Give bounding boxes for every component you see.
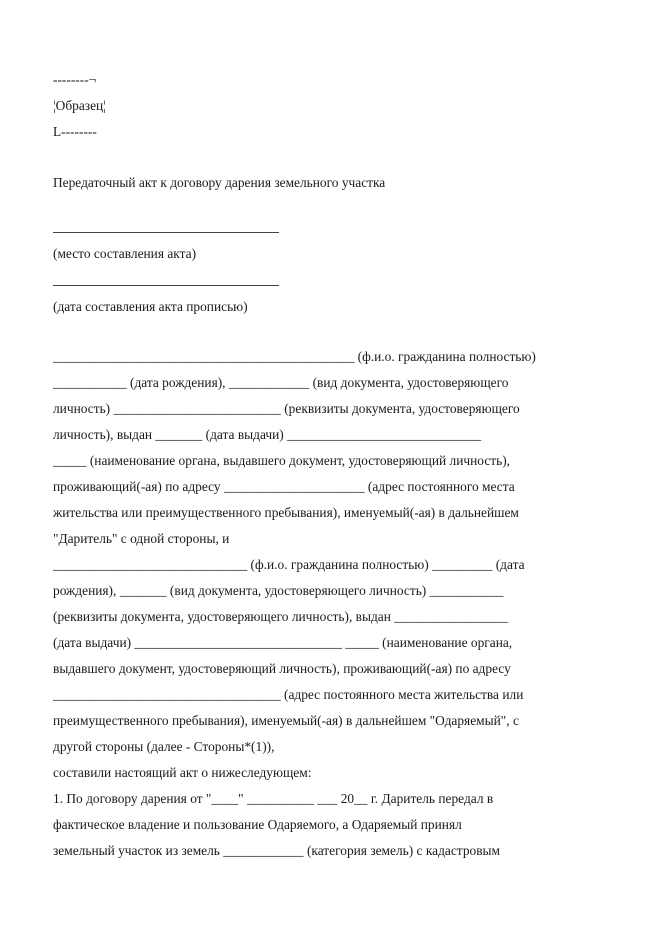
body-line: __________________________________ (адрес постоянного места жительства или [53, 687, 524, 702]
body-line: _____ (наименование органа, выдавшего документ, удостоверяющий личность), [53, 453, 511, 468]
stamp-middle: ¦Образец¦ [53, 98, 106, 113]
body-line: "Даритель" с одной стороны, и [53, 531, 230, 546]
body-line: (дата выдачи) _______________________________ _____ (наименование органа, [53, 635, 513, 650]
body-line: (реквизиты документа, удостоверяющего личность), выдан _________________ [53, 609, 509, 624]
body-line: проживающий(-ая) по адресу _____________________ (адрес постоянного места [53, 479, 515, 494]
body-line: _____________________________________________ (ф.и.о. гражданина полностью) [53, 349, 536, 364]
body-line: выдавшего документ, удостоверяющий личность), проживающий(-ая) по адресу [53, 661, 511, 676]
body-line: жительства или преимущественного пребывания), именуемый(-ая) в дальнейшем [53, 505, 519, 520]
body-line: личность), выдан _______ (дата выдачи) _____________________________ [53, 427, 482, 442]
body-line: личность) _________________________ (реквизиты документа, удостоверяющего [53, 401, 520, 416]
body-line: _____________________________ (ф.и.о. гражданина полностью) _________ (дата [53, 557, 525, 572]
body-line: ___________ (дата рождения), ____________ (вид документа, удостоверяющего [53, 375, 509, 390]
date-blank-line [53, 285, 279, 286]
body-line: рождения), _______ (вид документа, удостоверяющего личность) ___________ [53, 583, 504, 598]
body-line: преимущественного пребывания), именуемый(-ая) в дальнейшем "Одаряемый", с [53, 713, 519, 728]
body-line: фактическое владение и пользование Одаряемого, а Одаряемый принял [53, 817, 462, 832]
stamp-top: --------¬ [53, 72, 97, 87]
stamp-bottom: L-------- [53, 124, 97, 139]
document-title: Передаточный акт к договору дарения земельного участка [53, 175, 386, 190]
body-line: другой стороны (далее - Стороны*(1)), [53, 739, 275, 754]
place-blank-line [53, 232, 279, 233]
body-line: составили настоящий акт о нижеследующем: [53, 765, 312, 780]
place-caption: (место составления акта) [53, 246, 197, 261]
body-line: 1. По договору дарения от "____" __________ ___ 20__ г. Даритель передал в [53, 791, 494, 806]
date-caption: (дата составления акта прописью) [53, 299, 248, 314]
body-line: земельный участок из земель ____________ (категория земель) с кадастровым [53, 843, 500, 858]
